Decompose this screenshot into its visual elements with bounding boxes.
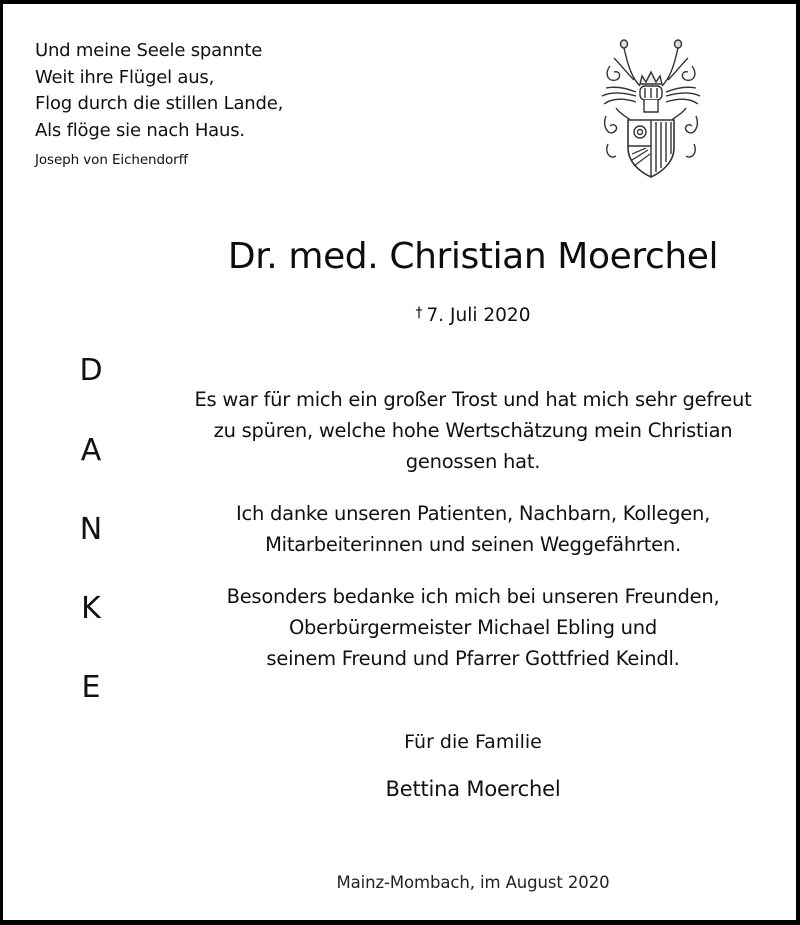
signer-name: Bettina Moerchel xyxy=(385,777,561,801)
coat-of-arms-icon xyxy=(600,36,702,178)
poem-line: Flog durch die stillen Lande, xyxy=(35,93,284,114)
danke-letter: N xyxy=(79,512,103,547)
danke-letter: E xyxy=(81,670,101,705)
poem-author: Joseph von Eichendorff xyxy=(35,152,188,168)
cross-icon: † xyxy=(415,305,423,321)
deceased-name: Dr. med. Christian Moerchel xyxy=(227,236,719,277)
message-line: Besonders bedanke ich mich bei unseren Freunden, xyxy=(226,585,720,608)
poem-line: Und meine Seele spannte xyxy=(35,40,263,61)
place-and-date: Mainz-Mombach, im August 2020 xyxy=(336,873,610,892)
message-line: Mitarbeiterinnen und seinen Weggefährten. xyxy=(265,533,681,556)
message-line: genossen hat. xyxy=(405,450,541,473)
message-paragraph-3 xyxy=(173,581,773,674)
death-date: 7. Juli 2020 xyxy=(426,305,531,326)
signoff-label: Für die Familie xyxy=(404,731,542,753)
message-paragraph-1 xyxy=(173,384,773,477)
message-line: Oberbürgermeister Michael Ebling und xyxy=(288,616,658,639)
message-paragraph-2 xyxy=(173,498,773,560)
danke-letter: A xyxy=(80,433,102,468)
message-line: seinem Freund und Pfarrer Gottfried Keindl. xyxy=(266,647,680,670)
poem-line: Weit ihre Flügel aus, xyxy=(35,66,215,88)
message-line: zu spüren, welche hohe Wertschätzung mein Christian xyxy=(213,419,733,442)
poem-line: Als flöge sie nach Haus. xyxy=(35,119,245,141)
danke-letter: D xyxy=(79,353,103,388)
poem-block xyxy=(35,38,283,168)
obituary-notice xyxy=(3,4,796,920)
danke-letter: K xyxy=(81,591,101,626)
message-line: Es war für mich ein großer Trost und hat mich sehr gefreut xyxy=(194,388,752,411)
death-date-line xyxy=(173,305,773,326)
message-line: Ich danke unseren Patienten, Nachbarn, Kollegen, xyxy=(235,502,711,525)
